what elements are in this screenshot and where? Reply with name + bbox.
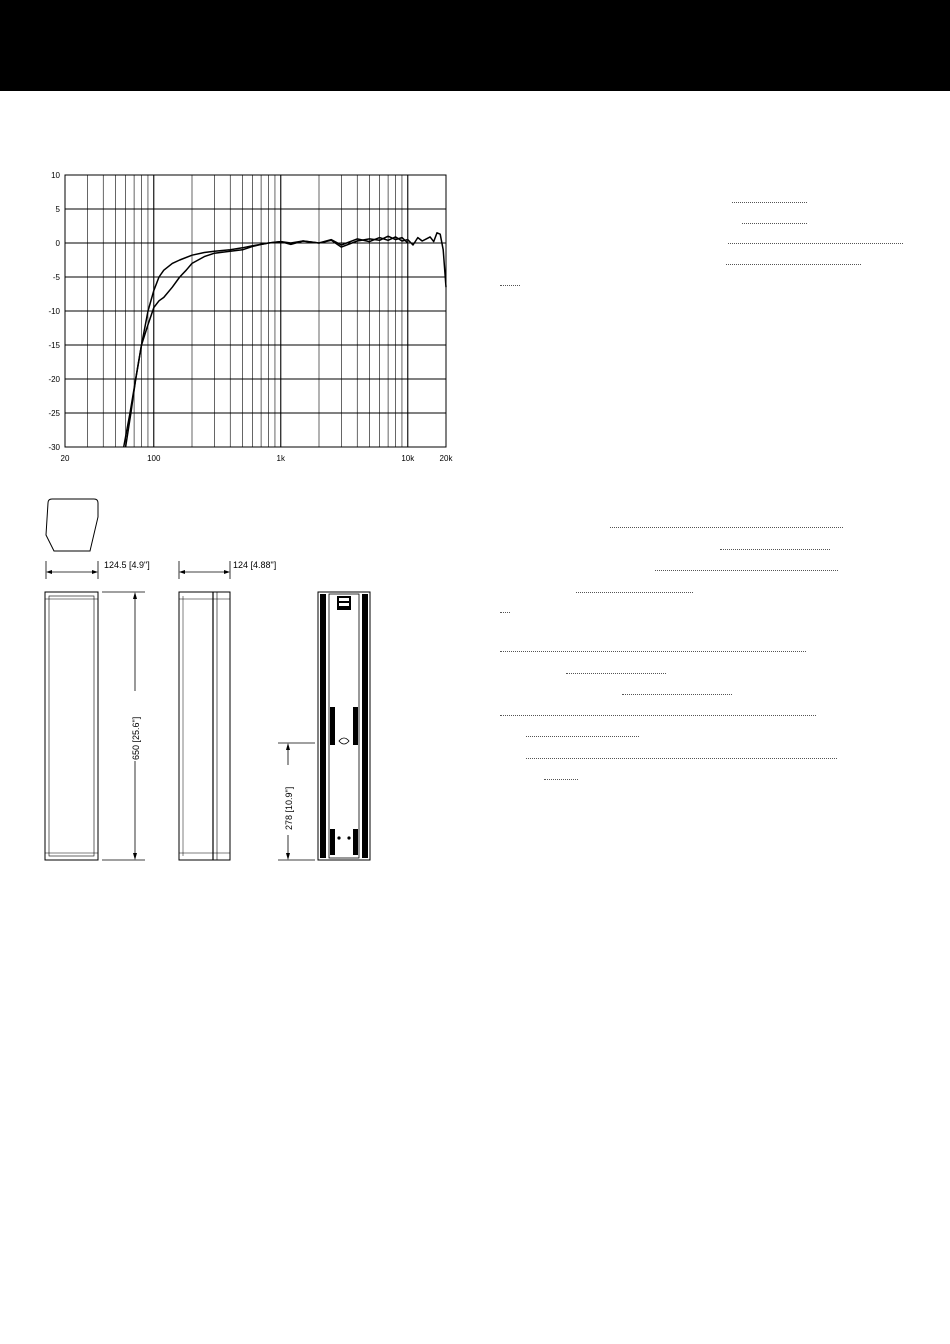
y-tick-label: -10 (48, 307, 60, 316)
front-view (45, 592, 98, 860)
y-tick-label: -5 (52, 273, 60, 282)
x-tick-label: 100 (147, 454, 161, 463)
series-line-1 (124, 236, 408, 447)
side-view (179, 592, 230, 860)
frequency-response-chart (30, 165, 460, 470)
leader-line (500, 612, 510, 613)
leader-line (622, 694, 732, 695)
leader-line (576, 592, 693, 593)
x-tick-label: 20k (439, 454, 453, 463)
height-dimension (102, 592, 145, 860)
leader-line (500, 285, 520, 286)
header-bar (0, 0, 950, 91)
rear-view (318, 592, 370, 860)
leader-line (732, 202, 807, 203)
front-width-dimension (46, 560, 150, 579)
leader-line (500, 651, 806, 652)
series-line-2 (126, 233, 446, 447)
dimension-drawings (30, 495, 390, 875)
x-tick-label: 20 (60, 454, 70, 463)
y-tick-label: 10 (51, 171, 60, 180)
leader-line (566, 673, 666, 674)
bracket-height-label: 278 [10.9"] (284, 786, 294, 830)
side-width-dimension (179, 560, 276, 579)
y-tick-label: -15 (48, 341, 60, 350)
y-tick-label: -30 (48, 443, 60, 452)
y-tick-label: 0 (55, 239, 60, 248)
x-tick-label: 1k (276, 454, 285, 463)
leader-line (742, 223, 807, 224)
side-width-label: 124 [4.88"] (233, 560, 277, 570)
height-label: 650 [25.6"] (131, 716, 141, 760)
y-tick-label: -20 (48, 375, 60, 384)
leader-line (726, 264, 861, 265)
leader-line (526, 758, 837, 759)
front-width-label: 124.5 [4.9"] (104, 560, 150, 570)
leader-line (500, 715, 816, 716)
y-tick-label: -25 (48, 409, 60, 418)
leader-line (526, 736, 639, 737)
bracket-height-dimension (278, 743, 315, 860)
y-tick-label: 5 (55, 205, 60, 214)
leader-line (728, 243, 903, 244)
leader-line (655, 570, 838, 571)
leader-line (544, 779, 578, 780)
leader-line (720, 549, 830, 550)
leader-line (610, 527, 843, 528)
x-tick-label: 10k (401, 454, 415, 463)
logo-badge (46, 499, 98, 551)
